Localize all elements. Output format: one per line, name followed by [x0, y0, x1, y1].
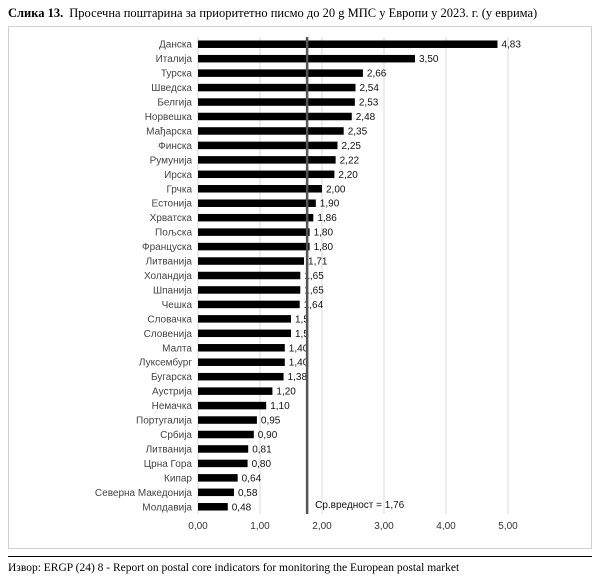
value-label: 1,71: [308, 256, 328, 268]
value-label: 2,22: [339, 155, 360, 167]
value-label: 0,80: [251, 458, 272, 470]
value-label: 1,64: [303, 299, 324, 311]
value-label: 0,81: [252, 444, 272, 456]
x-tick-labels: [188, 521, 518, 532]
bar: [198, 460, 248, 468]
category-label: Бугарска: [150, 372, 192, 384]
value-label: 1,80: [313, 242, 334, 254]
x-tick-label: 5,00: [498, 521, 518, 532]
category-label: Финска: [158, 140, 192, 152]
category-label: Кипар: [164, 473, 192, 485]
category-label: Чешка: [161, 299, 192, 311]
value-label: 0,64: [241, 473, 262, 485]
bar: [198, 257, 304, 265]
bar: [198, 445, 248, 453]
category-label: Аустрија: [152, 386, 192, 398]
category-labels: [95, 40, 193, 514]
category-label: Шпанија: [152, 285, 192, 297]
bar: [198, 402, 266, 410]
category-label: Норвешка: [144, 112, 192, 123]
bar: [198, 69, 363, 77]
value-label: 1,38: [287, 372, 308, 384]
category-label: Мађарска: [146, 126, 192, 138]
bar: [198, 243, 310, 251]
category-label: Литванија: [145, 444, 192, 456]
category-label: Италија: [155, 54, 192, 66]
value-label: 1,5: [295, 314, 309, 326]
value-label: 2,48: [355, 112, 376, 123]
x-tick-label: 3,00: [374, 521, 394, 532]
category-label: Словенија: [143, 328, 192, 340]
category-label: Ирска: [164, 169, 192, 181]
value-label: 0,90: [257, 430, 278, 441]
bar: [198, 301, 300, 309]
category-label: Северна Македонија: [94, 487, 192, 499]
figure-number: Слика 13.: [8, 6, 64, 20]
value-label: 4,83: [501, 39, 521, 51]
value-label: 1,65: [304, 285, 324, 297]
bar: [198, 214, 313, 222]
value-label: 1,80: [313, 227, 334, 239]
bar: [198, 199, 316, 207]
value-label: 1,5: [295, 328, 309, 340]
value-label: 2,66: [366, 68, 387, 80]
bar: [198, 127, 344, 135]
bar: [198, 315, 291, 323]
category-label: Белгија: [157, 97, 192, 109]
bar: [198, 373, 284, 381]
category-label: Хрватска: [149, 213, 192, 225]
value-label: 1,86: [317, 213, 337, 225]
category-label: Португалија: [136, 415, 192, 427]
bar: [198, 474, 238, 482]
value-label: 2,35: [347, 126, 368, 138]
value-label: 2,25: [341, 140, 361, 152]
average-label: Ср.вредност = 1,76: [315, 500, 405, 511]
category-label: Естонија: [151, 198, 192, 210]
category-label: Холандија: [143, 271, 192, 282]
value-label: 1,10: [270, 401, 290, 413]
category-label: Шведска: [151, 83, 192, 95]
category-label: Црна Гора: [143, 458, 192, 470]
x-tick-label: 0,00: [188, 521, 208, 532]
category-label: Пољска: [155, 227, 192, 239]
footer-rule: [8, 556, 592, 557]
category-label: Данска: [158, 39, 192, 51]
bar: [198, 142, 338, 150]
bar: [198, 156, 336, 164]
value-label: 1,20: [276, 386, 296, 398]
category-label: Турска: [160, 68, 192, 80]
bar: [198, 344, 285, 352]
value-label: 3,50: [419, 54, 439, 66]
bar: [198, 84, 355, 92]
bar: [198, 387, 272, 395]
category-label: Малта: [162, 343, 192, 355]
x-tick-label: 4,00: [436, 521, 456, 532]
bar: [198, 330, 291, 338]
value-label: 1,40: [288, 357, 309, 369]
category-label: Грчка: [166, 184, 192, 196]
category-label: Молдавија: [142, 502, 192, 514]
bar: [198, 358, 285, 366]
bar: [198, 40, 497, 48]
bar: [198, 113, 352, 121]
category-label: Литванија: [145, 256, 192, 268]
value-label: 1,65: [304, 271, 324, 282]
value-label: 2,20: [338, 169, 358, 181]
bar: [198, 503, 228, 511]
x-tick-label: 1,00: [250, 521, 270, 532]
bar: [198, 286, 300, 294]
category-label: Луксембург: [138, 357, 192, 369]
category-label: Словачка: [147, 314, 192, 326]
source-note: Извор: ERGP (24) 8 - Report on postal core indicators for monitoring the European postal market: [8, 562, 460, 574]
category-label: Србија: [160, 430, 192, 441]
value-label: 0,48: [231, 502, 252, 514]
bar: [198, 185, 322, 193]
x-tick-label: 2,00: [312, 521, 332, 532]
bars: [198, 40, 497, 510]
bar: [198, 272, 300, 280]
value-label: 1,40: [288, 343, 309, 355]
value-label: 2,00: [326, 184, 346, 196]
value-label: 2,54: [359, 83, 379, 95]
figure-title: Просечна поштарина за приоритетно писмо до 20 g МПС у Европи у 2023. г. (у еврима): [69, 6, 538, 20]
value-label: 0,95: [260, 415, 281, 427]
category-label: Немачка: [151, 401, 192, 413]
value-label: 2,53: [358, 97, 379, 109]
value-label: 0,58: [237, 487, 258, 499]
category-label: Француска: [141, 242, 192, 254]
bar: [198, 98, 355, 106]
bar: [198, 431, 254, 439]
bar: [198, 489, 234, 497]
bar: [198, 416, 257, 424]
category-label: Румунија: [149, 155, 192, 167]
bar: [198, 171, 334, 179]
bar: [198, 228, 310, 236]
value-label: 1,90: [319, 198, 340, 210]
